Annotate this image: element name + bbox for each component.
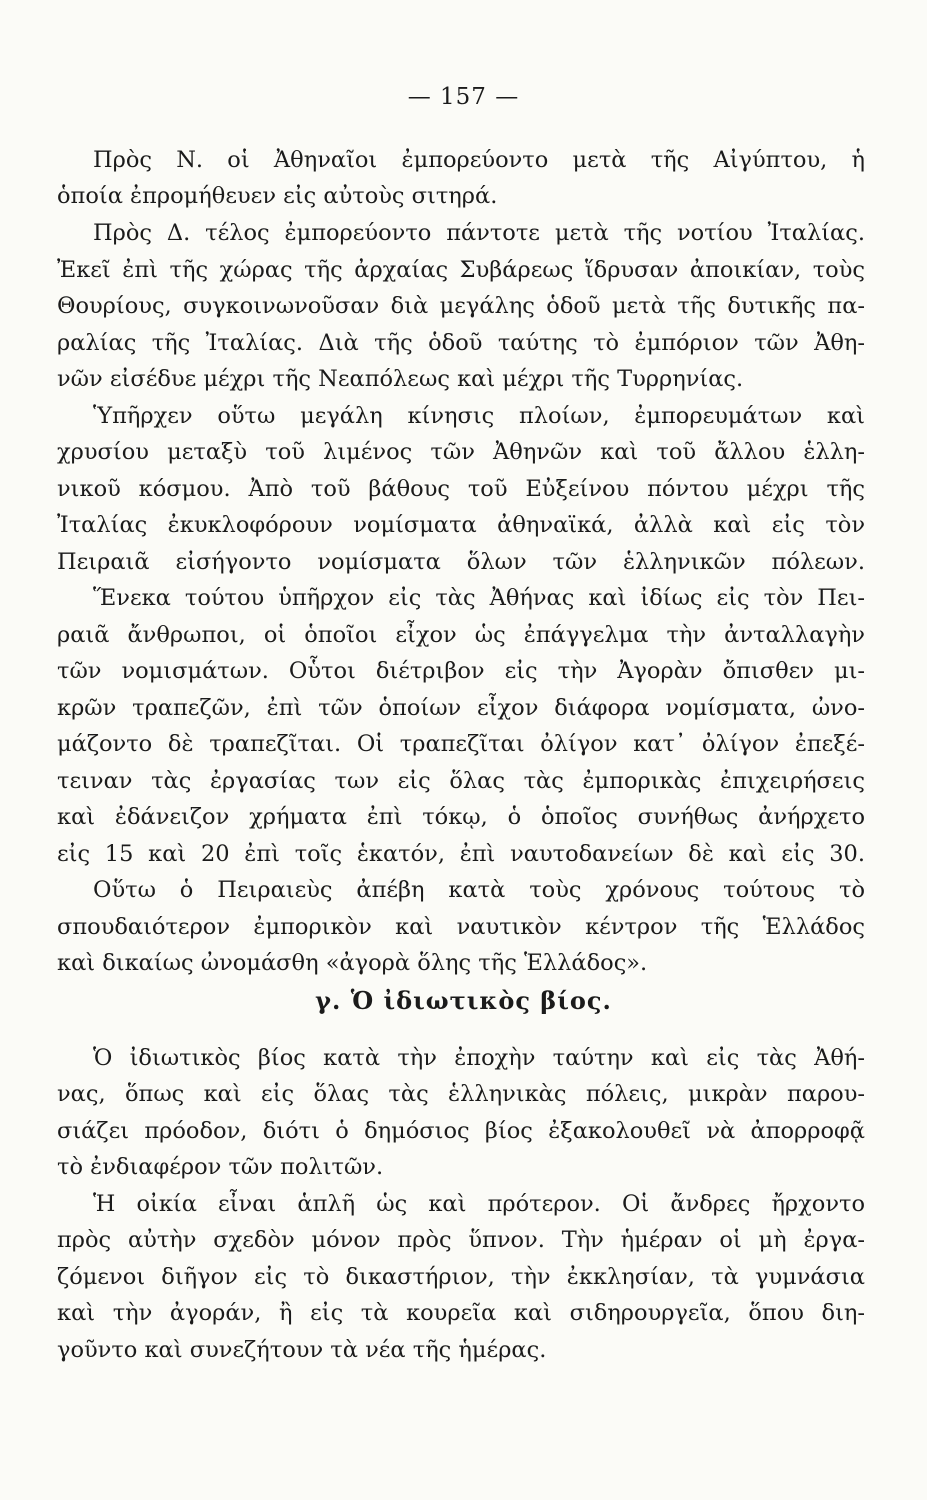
text-line: Ἰταλίας ἐκυκλοφόρουν νομίσματα ἀθηναϊκά, ἀλλὰ καὶ εἰς τὸν: [57, 512, 865, 538]
text-line: νας, ὅπως καὶ εἰς ὅλας τὰς ἑλληνικὰς πόλεις, μικρὰν παρου-: [57, 1081, 865, 1107]
text-line: σπουδαιότερον ἐμπορικὸν καὶ ναυτικὸν κέντρον τῆς Ἑλλάδος: [57, 914, 865, 940]
text-line: τὸ ἐνδιαφέρον τῶν πολιτῶν.: [57, 1154, 384, 1180]
text-line: Πρὸς Δ. τέλος ἐμπορεύοντο πάντοτε μετὰ τῆς νοτίου Ἰταλίας.: [93, 220, 865, 246]
text-line: πρὸς αὐτὴν σχεδὸν μόνον πρὸς ὕπνον. Τὴν ἡμέραν οἱ μὴ ἐργα-: [57, 1227, 865, 1253]
text-line: καὶ τὴν ἀγοράν, ἢ εἰς τὰ κουρεῖα καὶ σιδηρουργεῖα, ὅπου διη-: [57, 1300, 865, 1326]
text-line: εἰς 15 καὶ 20 ἐπὶ τοῖς ἑκατόν, ἐπὶ ναυτοδανείων δὲ καὶ εἰς 30.: [57, 841, 865, 867]
text-line: Θουρίους, συγκοινωνοῦσαν διὰ μεγάλης ὁδοῦ μετὰ τῆς δυτικῆς πα-: [57, 293, 865, 319]
text-line: ραλίας τῆς Ἰταλίας. Διὰ τῆς ὁδοῦ ταύτης τὸ ἐμπόριον τῶν Ἀθη-: [57, 330, 865, 356]
section-heading: γ. Ὁ ἰδιωτικὸς βίος.: [315, 986, 612, 1015]
text-line: ὁποία ἐπρομήθευεν εἰς αὐτοὺς σιτηρά.: [57, 183, 498, 209]
text-line: ραιᾶ ἄνθρωποι, οἱ ὁποῖοι εἶχον ὡς ἐπάγγελμα τὴν ἀνταλλαγὴν: [57, 622, 865, 648]
text-line: καὶ ἐδάνειζον χρήματα ἐπὶ τόκῳ, ὁ ὁποῖος συνήθως ἀνήρχετο: [57, 804, 865, 830]
text-line: τῶν νομισμάτων. Οὗτοι διέτριβον εἰς τὴν Ἀγορὰν ὄπισθεν μι-: [57, 658, 865, 684]
text-line: νικοῦ κόσμου. Ἀπὸ τοῦ βάθους τοῦ Εὐξείνου πόντου μέχρι τῆς: [57, 476, 865, 502]
text-line: κρῶν τραπεζῶν, ἐπὶ τῶν ὁποίων εἶχον διάφορα νομίσματα, ὠνο-: [57, 695, 865, 721]
text-line: Ὑπῆρχεν οὕτω μεγάλη κίνησις πλοίων, ἐμπορευμάτων καὶ: [93, 403, 865, 429]
text-line: γοῦντο καὶ συνεζήτουν τὰ νέα τῆς ἡμέρας.: [57, 1337, 547, 1363]
page-number: — 157 —: [407, 84, 520, 110]
text-line: Ὁ ἰδιωτικὸς βίος κατὰ τὴν ἐποχὴν ταύτην καὶ εἰς τὰς Ἀθή-: [93, 1045, 865, 1071]
text-line: νῶν εἰσέδυε μέχρι τῆς Νεαπόλεως καὶ μέχρι τῆς Τυρρηνίας.: [57, 366, 744, 392]
text-line: σιάζει πρόοδον, διότι ὁ δημόσιος βίος ἐξακολουθεῖ νὰ ἀπορροφᾷ: [57, 1118, 865, 1144]
text-line: Πρὸς Ν. οἱ Ἀθηναῖοι ἐμπορεύοντο μετὰ τῆς Αἰγύπτου, ἡ: [93, 147, 865, 173]
text-line: Ἐκεῖ ἐπὶ τῆς χώρας τῆς ἀρχαίας Συβάρεως ἵδρυσαν ἀποικίαν, τοὺς: [57, 257, 865, 283]
text-line: μάζοντο δὲ τραπεζῖται. Οἱ τραπεζῖται ὀλίγον κατ᾽ ὀλίγον ἐπεξέ-: [57, 731, 865, 757]
text-line: καὶ δικαίως ὠνομάσθη «ἀγορὰ ὅλης τῆς Ἑλλάδος».: [57, 950, 648, 976]
text-line: Πειραιᾶ εἰσήγοντο νομίσματα ὅλων τῶν ἑλληνικῶν πόλεων.: [57, 549, 865, 575]
text-line: Ἡ οἰκία εἶναι ἁπλῆ ὡς καὶ πρότερον. Οἱ ἄνδρες ἤρχοντο: [93, 1191, 865, 1217]
text-line: τειναν τὰς ἐργασίας των εἰς ὅλας τὰς ἐμπορικὰς ἐπιχειρήσεις: [57, 768, 865, 794]
text-line: ζόμενοι διῆγον εἰς τὸ δικαστήριον, τὴν ἐκκλησίαν, τὰ γυμνάσια: [57, 1264, 865, 1290]
text-line: Ἕνεκα τούτου ὑπῆρχον εἰς τὰς Ἀθήνας καὶ ἰδίως εἰς τὸν Πει-: [93, 585, 865, 611]
text-line: χρυσίου μεταξὺ τοῦ λιμένος τῶν Ἀθηνῶν καὶ τοῦ ἄλλου ἑλλη-: [57, 439, 865, 465]
text-line: Οὕτω ὁ Πειραιεὺς ἀπέβη κατὰ τοὺς χρόνους τούτους τὸ: [93, 877, 865, 903]
